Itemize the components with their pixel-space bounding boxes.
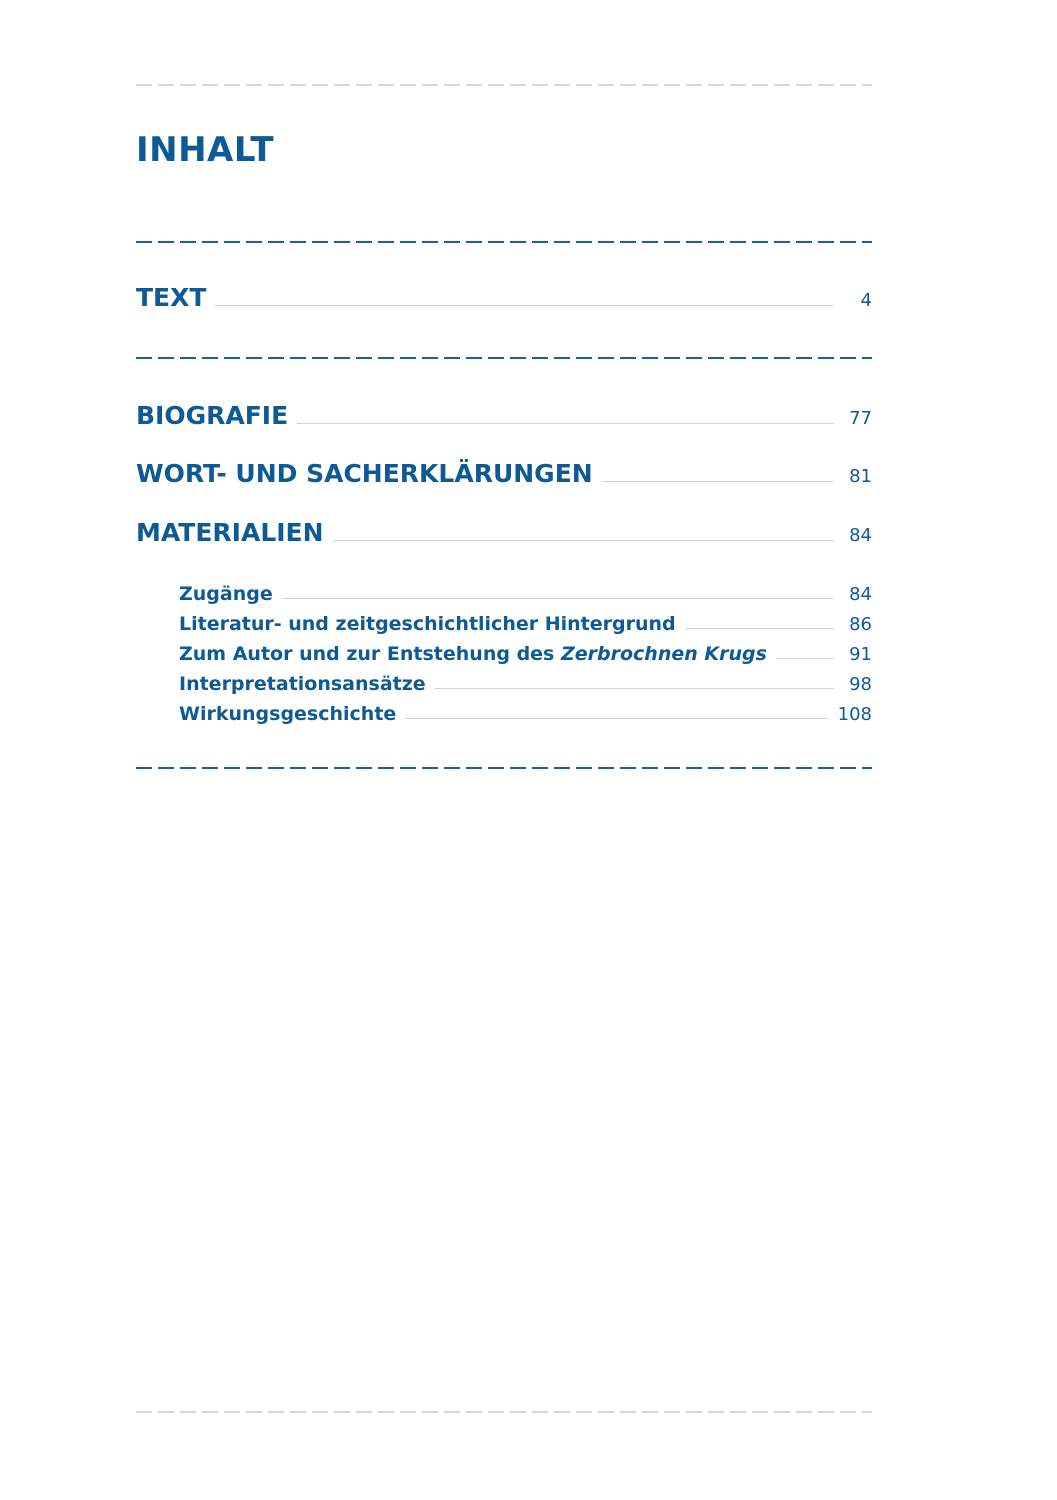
toc-leader-line bbox=[685, 627, 834, 629]
toc-subentry-zum-autor[interactable] bbox=[179, 643, 872, 665]
top-dashed-rule bbox=[136, 84, 872, 86]
toc-leader-line bbox=[602, 480, 834, 482]
toc-page-number: 84 bbox=[849, 525, 872, 546]
divider-rule bbox=[136, 357, 872, 359]
toc-page-number: 86 bbox=[849, 614, 872, 635]
toc-entry-materialien[interactable] bbox=[136, 518, 872, 547]
toc-entry-biografie[interactable] bbox=[136, 401, 872, 430]
toc-subentry-zugaenge[interactable] bbox=[179, 583, 872, 605]
toc-entry-wort-und-sacherklaerungen[interactable] bbox=[136, 459, 872, 488]
toc-page-number: 4 bbox=[860, 290, 872, 311]
page-title: INHALT bbox=[136, 130, 275, 170]
toc-subentry-label bbox=[179, 643, 767, 665]
toc-entry-label: BIOGRAFIE bbox=[136, 401, 289, 430]
toc-leader-line bbox=[776, 657, 834, 659]
bottom-dashed-rule bbox=[136, 1411, 872, 1413]
toc-entry-label: MATERIALIEN bbox=[136, 518, 324, 547]
toc-subentry-label-text: Zum Autor und zur Entstehung des bbox=[179, 643, 561, 665]
toc-leader-line bbox=[215, 304, 834, 306]
toc-leader-line bbox=[405, 717, 827, 719]
toc-entry-label: TEXT bbox=[136, 283, 207, 312]
toc-subentry-label: Wirkungsgeschichte bbox=[179, 703, 397, 725]
toc-page-number: 98 bbox=[849, 674, 872, 695]
toc-page-number: 84 bbox=[849, 584, 872, 605]
toc-subentry-literatur-hintergrund[interactable] bbox=[179, 613, 872, 635]
divider-rule bbox=[136, 767, 872, 769]
toc-subentry-label: Literatur- und zeitgeschichtlicher Hintergrund bbox=[179, 613, 676, 635]
toc-subentry-wirkungsgeschichte[interactable] bbox=[179, 703, 872, 725]
toc-leader-line bbox=[297, 422, 834, 424]
toc-subentry-label: Zugänge bbox=[179, 583, 273, 605]
toc-page-number: 81 bbox=[849, 466, 872, 487]
toc-leader-line bbox=[282, 597, 834, 599]
toc-subentry-interpretationsansaetze[interactable] bbox=[179, 673, 872, 695]
toc-page-number: 77 bbox=[849, 408, 872, 429]
toc-page-number: 91 bbox=[849, 644, 872, 665]
divider-rule bbox=[136, 241, 872, 243]
toc-leader-line bbox=[435, 687, 834, 689]
toc-subentry-label-italic: Zerbrochnen Krugs bbox=[560, 643, 767, 665]
toc-subentry-label: Interpretationsansätze bbox=[179, 673, 426, 695]
toc-page-number: 108 bbox=[837, 704, 872, 725]
toc-entry-text[interactable] bbox=[136, 283, 872, 312]
toc-entry-label: WORT- UND SACHERKLÄRUNGEN bbox=[136, 459, 593, 488]
toc-leader-line bbox=[333, 539, 834, 541]
